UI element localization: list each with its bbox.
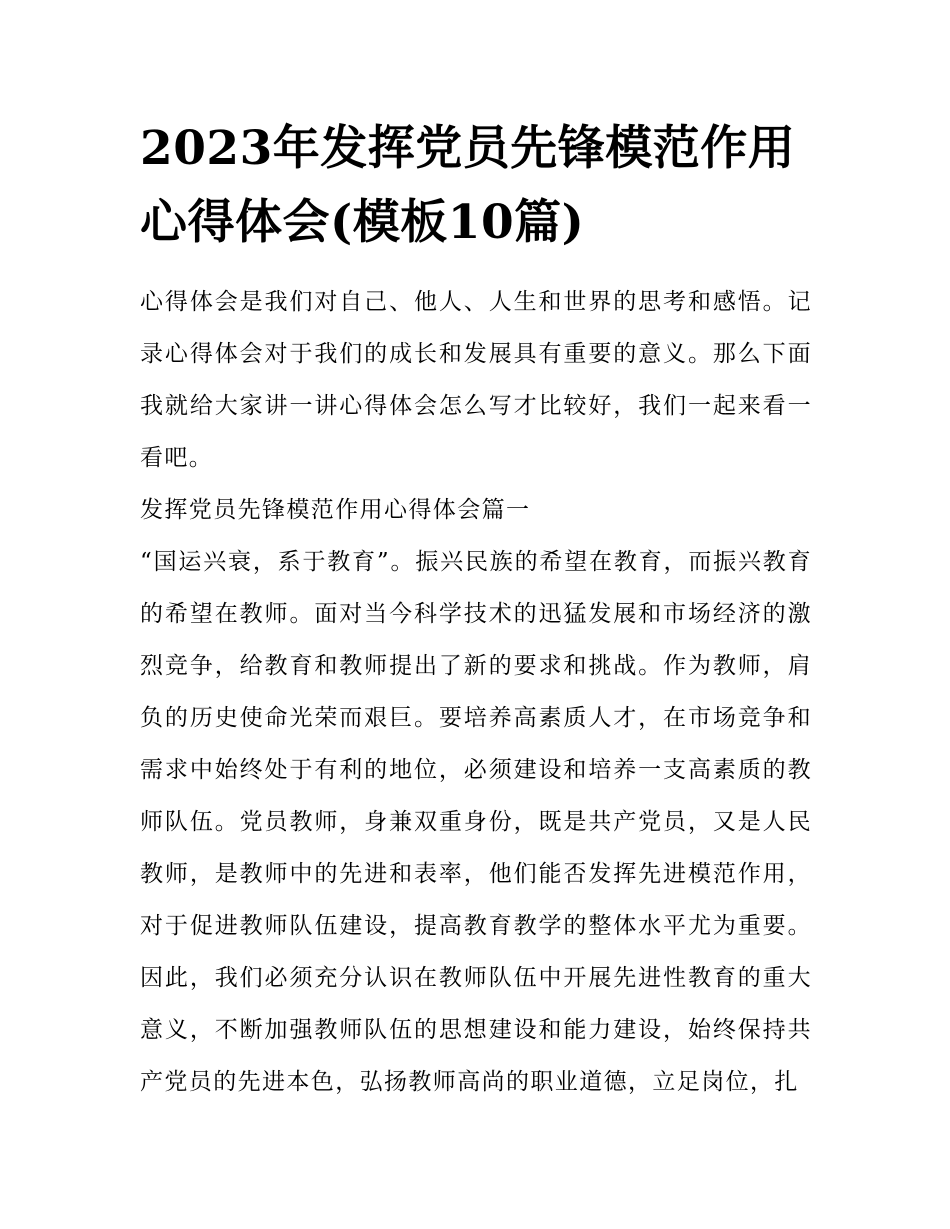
document-body [140, 276, 812, 1108]
intro-paragraph: 心得体会是我们对自己、他人、人生和世界的思考和感悟。记录心得体会对于我们的成长和发展具有重要的意义。那么下面我就给大家讲一讲心得体会怎么写才比较好，我们一起来看一看吧。 [140, 289, 812, 471]
section-heading: 发挥党员先锋模范作用心得体会篇一 [140, 497, 531, 523]
body-paragraph: “国运兴衰，系于教育”。振兴民族的希望在教育，而振兴教育的希望在教师。面对当今科学技术的迅猛发展和市场经济的激烈竞争，给教育和教师提出了新的要求和挑战。作为教师，肩负的历史使命光荣而艰巨。要培养高素质人才，在市场竞争和需求中始终处于有利的地位，必须建设和培养一支高素质的教师队伍。党员教师，身兼双重身份，既是共产党员，又是人民教师，是教师中的先进和表率，他们能否发挥先进模范作用，对于促进教师队伍建设，提高教育教学的整体水平尤为重要。因此，我们必须充分认识在教师队伍中开展先进性教育的重大意义，不断加强教师队伍的思想建设和能力建设，始终保持共产党员的先进本色，弘扬教师高尚的职业道德，立足岗位，扎 [140, 549, 812, 1095]
document-content [140, 112, 812, 1108]
document-title: 2023年发挥党员先锋模范作用心得体会(模板10篇) [140, 121, 796, 250]
